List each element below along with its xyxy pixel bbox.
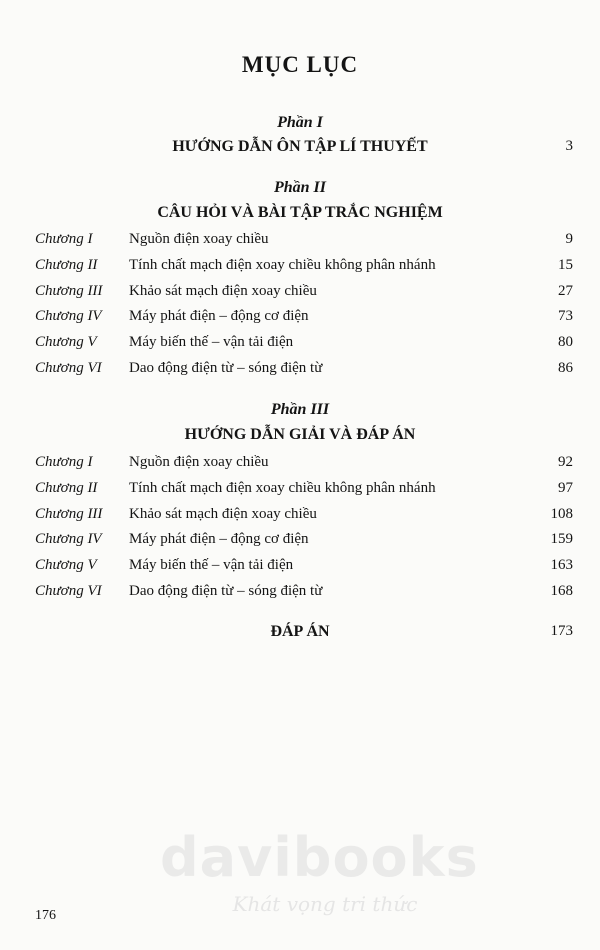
chapter-label: Chương II xyxy=(35,479,98,496)
part1-heading: HƯỚNG DẪN ÔN TẬP LÍ THUYẾT xyxy=(172,138,428,155)
toc-row xyxy=(0,360,600,386)
part3-chapter-list xyxy=(0,454,600,609)
chapter-label: Chương I xyxy=(35,231,93,247)
chapter-title: Máy phát điện – động cơ điện xyxy=(129,308,309,325)
part2-label: Phần II xyxy=(273,179,327,196)
toc-row xyxy=(0,531,600,557)
toc-row xyxy=(0,506,600,532)
chapter-title: Nguồn điện xoay chiều xyxy=(129,231,269,247)
toc-row xyxy=(0,257,600,283)
chapter-page: 27 xyxy=(558,282,573,299)
chapter-page: 92 xyxy=(558,454,573,470)
chapter-title: Dao động điện từ – sóng điện từ xyxy=(129,582,323,599)
toc-row xyxy=(0,557,600,583)
chapter-title: Khảo sát mạch điện xoay chiều xyxy=(129,282,317,299)
chapter-page: 15 xyxy=(558,256,573,273)
part1-heading-row xyxy=(0,138,600,160)
chapter-title: Tính chất mạch điện xoay chiều không phân nhánh xyxy=(129,479,436,496)
page-number: 176 xyxy=(35,908,56,923)
toc-row xyxy=(0,231,600,257)
chapter-page: 9 xyxy=(565,231,573,247)
chapter-page: 86 xyxy=(558,359,573,376)
part2-chapter-list xyxy=(0,231,600,386)
chapter-title: Máy biến thế – vận tải điện xyxy=(129,557,294,574)
chapter-page: 108 xyxy=(550,505,573,522)
part2-heading: CÂU HỎI VÀ BÀI TẬP TRẮC NGHIỆM xyxy=(157,204,443,221)
chapter-page: 168 xyxy=(550,582,573,599)
answers-heading: ĐÁP ÁN xyxy=(270,623,330,640)
chapter-label: Chương IV xyxy=(35,531,102,548)
chapter-label: Chương III xyxy=(35,282,103,299)
chapter-title: Máy phát điện – động cơ điện xyxy=(129,531,309,548)
toc-row xyxy=(0,283,600,309)
toc-row xyxy=(0,480,600,506)
chapter-label: Chương V xyxy=(35,557,97,574)
chapter-page: 163 xyxy=(550,557,573,574)
part1-page: 3 xyxy=(565,138,573,154)
chapter-label: Chương IV xyxy=(35,308,102,325)
chapter-page: 80 xyxy=(558,334,573,351)
chapter-title: Dao động điện từ – sóng điện từ xyxy=(129,359,323,376)
watermark-brand: davibooks xyxy=(160,826,479,889)
chapter-label: Chương I xyxy=(35,454,93,470)
answers-row xyxy=(0,623,600,645)
toc-row xyxy=(0,583,600,609)
chapter-title: Khảo sát mạch điện xoay chiều xyxy=(129,505,317,522)
chapter-label: Chương III xyxy=(35,505,103,522)
toc-row xyxy=(0,454,600,480)
part1-label: Phần I xyxy=(277,114,323,131)
watermark-tagline: Khát vọng tri thức xyxy=(232,892,418,916)
chapter-label: Chương VI xyxy=(35,582,102,599)
page-title: MỤC LỤC xyxy=(241,52,359,77)
chapter-label: Chương V xyxy=(35,334,97,351)
chapter-title: Nguồn điện xoay chiều xyxy=(129,454,269,470)
chapter-page: 73 xyxy=(558,308,573,325)
answers-page: 173 xyxy=(550,623,573,639)
chapter-page: 159 xyxy=(550,531,573,548)
part3-label: Phần III xyxy=(270,401,330,418)
chapter-label: Chương VI xyxy=(35,359,102,376)
chapter-title: Máy biến thế – vận tải điện xyxy=(129,334,294,351)
part3-heading: HƯỚNG DẪN GIẢI VÀ ĐÁP ÁN xyxy=(184,426,416,443)
toc-row xyxy=(0,334,600,360)
chapter-page: 97 xyxy=(558,479,573,496)
chapter-title: Tính chất mạch điện xoay chiều không phân nhánh xyxy=(129,256,436,273)
chapter-label: Chương II xyxy=(35,256,98,273)
toc-row xyxy=(0,308,600,334)
